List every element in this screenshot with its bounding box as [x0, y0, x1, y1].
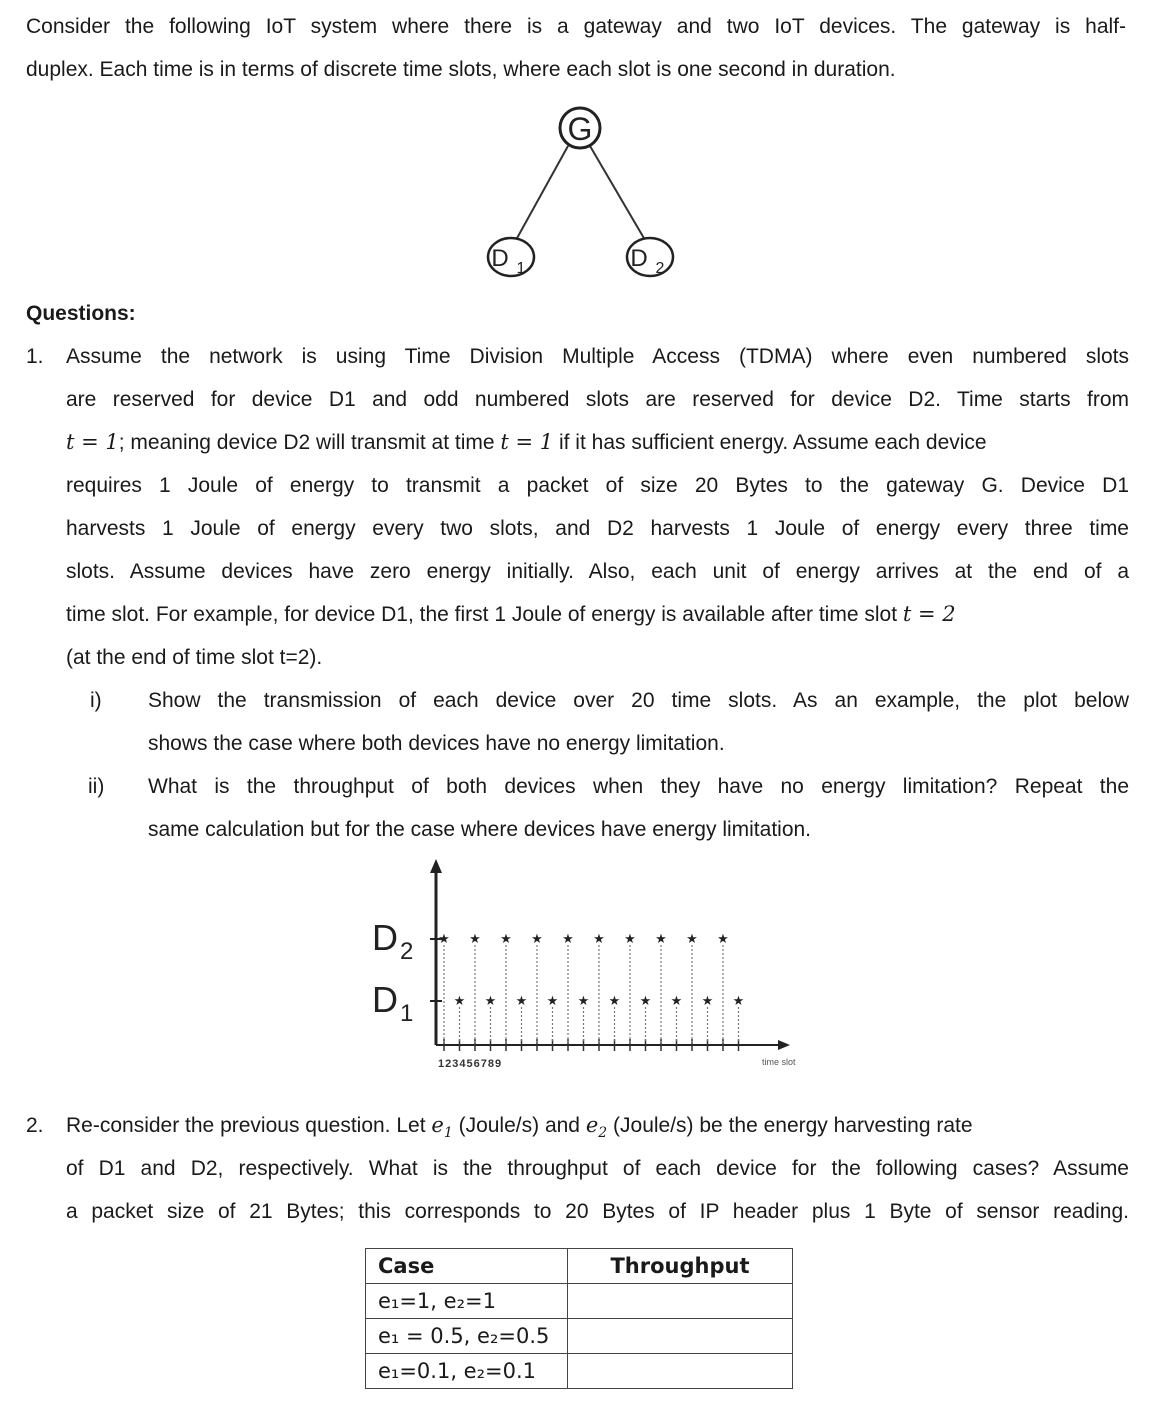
transmission-marker-d2: ★: [686, 931, 698, 946]
q1-line-6: slots. Assume devices have zero energy initially. Also, each unit of energy arrives at the end of a: [66, 560, 1129, 583]
transmission-marker-d1: ★: [639, 993, 652, 1008]
table-row: [366, 1354, 793, 1389]
q1-line-4: requires 1 Joule of energy to transmit a packet of size 20 Bytes to the gateway G. Device D1: [66, 474, 1129, 497]
transmission-marker-d1: ★: [484, 993, 497, 1008]
q2-math-e1-sub: 1: [443, 1125, 453, 1142]
row-label-d2: D: [372, 917, 398, 958]
q1-line-1: Assume the network is using Time Division Multiple Access (TDMA) where even numbered slots: [66, 345, 1129, 368]
q2-math-e2-sub: 2: [598, 1125, 608, 1142]
transmission-marker-d1: ★: [608, 993, 621, 1008]
transmission-marker-d2: ★: [531, 931, 543, 946]
q1-sub-i-line-2: shows the case where both devices have no energy limitation.: [148, 732, 725, 755]
x-axis-arrow: [778, 1040, 790, 1050]
transmission-marker-d2: ★: [655, 931, 667, 946]
q1-sub-ii-label: ii): [88, 775, 105, 798]
intro-line-1: Consider the following IoT system where there is a gateway and two IoT devices. The gateway is half-: [26, 15, 1126, 38]
link-g-d1: [516, 146, 568, 240]
q1-line-5: harvests 1 Joule of energy every two slots, and D2 harvests 1 Joule of energy every three time: [66, 517, 1129, 540]
transmission-marker-d1: ★: [546, 993, 559, 1008]
table-header-row: [366, 1249, 793, 1284]
transmission-marker-d2: ★: [500, 931, 512, 946]
gateway-label: G: [567, 111, 593, 147]
throughput-cell[interactable]: [568, 1284, 793, 1319]
questions-heading: Questions:: [26, 302, 136, 325]
row-label-d2-sub: 2: [400, 938, 414, 965]
q1-math-t1b: t = 1: [500, 430, 554, 454]
q1-line-3-text-b: if it has sufficient energy. Assume each device: [553, 431, 987, 454]
transmission-marker-d2: ★: [562, 931, 574, 946]
transmission-marker-d2: ★: [593, 931, 605, 946]
y-axis-arrow: [430, 859, 442, 873]
q1-line-3: [66, 421, 1129, 464]
q1-sub-ii-line-2: same calculation but for the case where devices have energy limitation.: [148, 818, 812, 841]
q1-line-8: (at the end of time slot t=2).: [66, 646, 323, 669]
row-label-d1-sub: 1: [400, 1000, 414, 1027]
transmission-marker-d1: ★: [453, 993, 466, 1008]
q1-sub-i-line-1: Show the transmission of each device over 20 time slots. As an example, the plot below: [148, 689, 1129, 712]
transmission-marker-d2: ★: [438, 931, 450, 946]
device1-label: D: [491, 245, 509, 272]
q1-line-7: [66, 593, 1129, 636]
case-cell: e₁=1, e₂=1: [366, 1284, 568, 1319]
q1-math-t1: t = 1: [66, 430, 119, 454]
tdma-timeline-chart: [360, 855, 840, 1085]
q1-sub-ii-line-1: What is the throughput of both devices when they have no energy limitation? Repeat the: [148, 775, 1129, 798]
transmission-marker-d1: ★: [515, 993, 528, 1008]
row-label-d1: D: [372, 979, 398, 1020]
throughput-cell[interactable]: [568, 1319, 793, 1354]
device2-label: D: [630, 245, 648, 272]
x-axis-label: time slot: [762, 1057, 796, 1067]
transmission-marker-d2: ★: [469, 931, 481, 946]
q2-line-2: of D1 and D2, respectively. What is the throughput of each device for the following cases? Assume: [66, 1157, 1129, 1180]
table-row: [366, 1319, 793, 1354]
q2-line-1-text-b: (Joule/s) and: [452, 1114, 586, 1137]
q1-number: 1.: [26, 345, 44, 368]
device1-subscript: 1: [516, 260, 526, 277]
q2-math-e1: e: [431, 1113, 444, 1137]
q2-line-1-text-c: (Joule/s) be the energy harvesting rate: [607, 1114, 973, 1137]
transmission-marker-d1: ★: [701, 993, 714, 1008]
transmission-marker-d2: ★: [624, 931, 636, 946]
q1-line-2: are reserved for device D1 and odd numbered slots are reserved for device D2. Time starts from: [66, 388, 1129, 411]
q1-math-t2: t = 2: [902, 602, 956, 626]
intro-line-2: duplex. Each time is in terms of discrete time slots, where each slot is one second in duration.: [26, 58, 896, 81]
q2-number: 2.: [26, 1114, 44, 1137]
device2-subscript: 2: [655, 260, 665, 277]
header-case: Case: [366, 1249, 568, 1284]
case-cell: e₁=0.1, e₂=0.1: [366, 1354, 568, 1389]
transmission-marker-d2: ★: [717, 931, 729, 946]
q1-line-7-text: time slot. For example, for device D1, the first 1 Joule of energy is available after time slot: [66, 603, 903, 626]
q1-sub-i-label: i): [90, 689, 102, 712]
cases-table: [365, 1248, 793, 1389]
q2-line-1-text-a: Re-consider the previous question. Let: [66, 1114, 432, 1137]
link-g-d2: [590, 146, 645, 240]
case-cell: e₁ = 0.5, e₂=0.5: [366, 1319, 568, 1354]
q2-math-e2: e: [585, 1113, 599, 1137]
table-row: [366, 1284, 793, 1319]
transmission-marker-d1: ★: [732, 993, 745, 1008]
transmission-marker-d1: ★: [670, 993, 683, 1008]
x-tick-labels: 123456789: [438, 1058, 503, 1070]
q1-line-3-text-a: ; meaning device D2 will transmit at time: [118, 431, 501, 454]
header-throughput: Throughput: [568, 1249, 793, 1284]
q2-line-3: a packet size of 21 Bytes; this corresponds to 20 Bytes of IP header plus 1 Byte of sensor reading.: [66, 1200, 1129, 1223]
throughput-cell[interactable]: [568, 1354, 793, 1389]
transmission-marker-d1: ★: [577, 993, 590, 1008]
